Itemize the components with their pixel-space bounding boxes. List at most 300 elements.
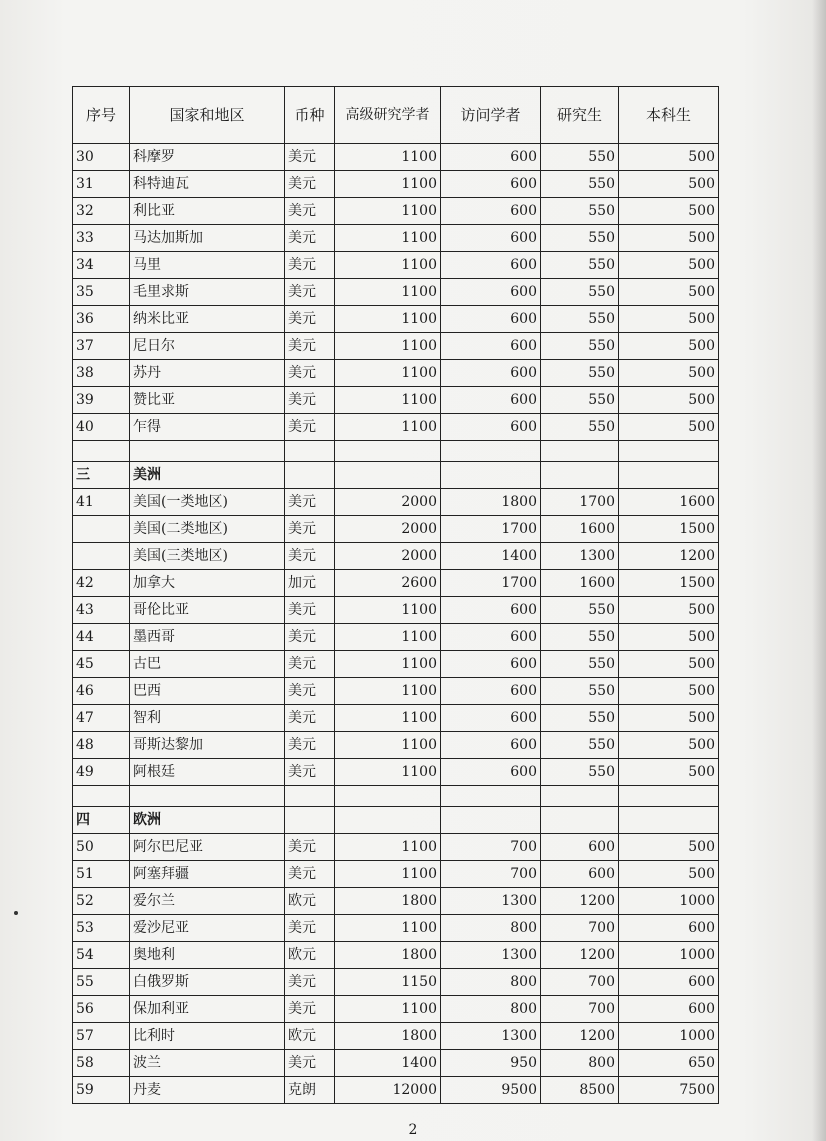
graduate-amount: 8500	[541, 1077, 619, 1104]
currency: 美元	[285, 678, 335, 705]
senior-scholar-amount: 1100	[335, 651, 441, 678]
undergraduate-amount: 500	[619, 144, 719, 171]
table-row	[73, 969, 719, 996]
undergraduate-amount: 500	[619, 225, 719, 252]
currency: 美元	[285, 543, 335, 570]
senior-scholar-amount: 1100	[335, 144, 441, 171]
country-name: 科摩罗	[130, 144, 285, 171]
undergraduate-amount: 500	[619, 171, 719, 198]
currency: 美元	[285, 732, 335, 759]
visiting-scholar-amount: 600	[441, 279, 541, 306]
visiting-scholar-amount: 800	[441, 915, 541, 942]
visiting-scholar-amount: 1800	[441, 489, 541, 516]
table-body	[73, 144, 719, 1104]
senior-scholar-amount: 1100	[335, 225, 441, 252]
senior-scholar-amount: 1100	[335, 171, 441, 198]
country-name: 马里	[130, 252, 285, 279]
graduate-amount: 550	[541, 171, 619, 198]
senior-scholar-amount: 1100	[335, 705, 441, 732]
empty-cell	[441, 441, 541, 462]
visiting-scholar-amount: 1300	[441, 888, 541, 915]
empty-cell	[619, 786, 719, 807]
undergraduate-amount: 500	[619, 360, 719, 387]
empty-cell	[130, 441, 285, 462]
country-name: 阿根廷	[130, 759, 285, 786]
empty-cell	[541, 807, 619, 834]
table-row	[73, 543, 719, 570]
currency: 美元	[285, 1050, 335, 1077]
row-index: 52	[73, 888, 130, 915]
row-index: 49	[73, 759, 130, 786]
visiting-scholar-amount: 600	[441, 333, 541, 360]
country-name: 阿尔巴尼亚	[130, 834, 285, 861]
visiting-scholar-amount: 600	[441, 678, 541, 705]
table-row	[73, 306, 719, 333]
row-index: 56	[73, 996, 130, 1023]
country-name: 美国(三类地区)	[130, 543, 285, 570]
graduate-amount: 550	[541, 333, 619, 360]
undergraduate-amount: 1600	[619, 489, 719, 516]
currency: 美元	[285, 996, 335, 1023]
currency: 美元	[285, 915, 335, 942]
row-index: 45	[73, 651, 130, 678]
row-index: 35	[73, 279, 130, 306]
visiting-scholar-amount: 1700	[441, 570, 541, 597]
senior-scholar-amount: 12000	[335, 1077, 441, 1104]
country-name: 利比亚	[130, 198, 285, 225]
senior-scholar-amount: 2600	[335, 570, 441, 597]
undergraduate-amount: 500	[619, 252, 719, 279]
undergraduate-amount: 1500	[619, 570, 719, 597]
visiting-scholar-amount: 600	[441, 387, 541, 414]
table-row	[73, 225, 719, 252]
table-row	[73, 144, 719, 171]
table-row	[73, 705, 719, 732]
currency: 美元	[285, 306, 335, 333]
currency: 美元	[285, 516, 335, 543]
empty-cell	[441, 462, 541, 489]
row-index: 42	[73, 570, 130, 597]
currency: 欧元	[285, 888, 335, 915]
senior-scholar-amount: 1100	[335, 360, 441, 387]
table-row	[73, 732, 719, 759]
header-undergraduate: 本科生	[619, 87, 719, 144]
row-index: 43	[73, 597, 130, 624]
graduate-amount: 550	[541, 144, 619, 171]
currency: 欧元	[285, 942, 335, 969]
undergraduate-amount: 500	[619, 759, 719, 786]
visiting-scholar-amount: 600	[441, 624, 541, 651]
graduate-amount: 600	[541, 834, 619, 861]
table-row	[73, 915, 719, 942]
empty-cell	[285, 807, 335, 834]
country-name: 古巴	[130, 651, 285, 678]
graduate-amount: 550	[541, 306, 619, 333]
table-row	[73, 624, 719, 651]
undergraduate-amount: 500	[619, 705, 719, 732]
undergraduate-amount: 500	[619, 651, 719, 678]
undergraduate-amount: 500	[619, 198, 719, 225]
undergraduate-amount: 500	[619, 306, 719, 333]
country-name: 美国(一类地区)	[130, 489, 285, 516]
visiting-scholar-amount: 600	[441, 414, 541, 441]
country-name: 赞比亚	[130, 387, 285, 414]
empty-cell	[335, 786, 441, 807]
currency: 欧元	[285, 1023, 335, 1050]
senior-scholar-amount: 1100	[335, 996, 441, 1023]
row-index: 47	[73, 705, 130, 732]
empty-cell	[285, 441, 335, 462]
graduate-amount: 550	[541, 198, 619, 225]
senior-scholar-amount: 1100	[335, 279, 441, 306]
table-row	[73, 678, 719, 705]
graduate-amount: 550	[541, 360, 619, 387]
senior-scholar-amount: 2000	[335, 489, 441, 516]
senior-scholar-amount: 1100	[335, 861, 441, 888]
table-row	[73, 1077, 719, 1104]
empty-cell	[73, 441, 130, 462]
table-row	[73, 333, 719, 360]
undergraduate-amount: 1000	[619, 888, 719, 915]
table-row	[73, 597, 719, 624]
country-name: 爱尔兰	[130, 888, 285, 915]
country-name: 哥伦比亚	[130, 597, 285, 624]
graduate-amount: 700	[541, 996, 619, 1023]
table-row	[73, 888, 719, 915]
currency: 美元	[285, 597, 335, 624]
row-index: 41	[73, 489, 130, 516]
currency: 美元	[285, 387, 335, 414]
row-index: 34	[73, 252, 130, 279]
undergraduate-amount: 600	[619, 915, 719, 942]
graduate-amount: 550	[541, 651, 619, 678]
currency: 美元	[285, 279, 335, 306]
currency: 美元	[285, 624, 335, 651]
table-row	[73, 252, 719, 279]
undergraduate-amount: 600	[619, 996, 719, 1023]
currency: 美元	[285, 705, 335, 732]
country-name: 丹麦	[130, 1077, 285, 1104]
graduate-amount: 550	[541, 759, 619, 786]
visiting-scholar-amount: 600	[441, 360, 541, 387]
visiting-scholar-amount: 1300	[441, 942, 541, 969]
country-name: 尼日尔	[130, 333, 285, 360]
visiting-scholar-amount: 600	[441, 225, 541, 252]
section-index: 四	[73, 807, 130, 834]
graduate-amount: 1200	[541, 1023, 619, 1050]
row-index: 54	[73, 942, 130, 969]
empty-cell	[619, 807, 719, 834]
graduate-amount: 1200	[541, 942, 619, 969]
currency: 美元	[285, 333, 335, 360]
graduate-amount: 550	[541, 732, 619, 759]
row-index: 37	[73, 333, 130, 360]
undergraduate-amount: 1000	[619, 1023, 719, 1050]
empty-cell	[541, 786, 619, 807]
visiting-scholar-amount: 1700	[441, 516, 541, 543]
currency: 美元	[285, 198, 335, 225]
currency: 美元	[285, 171, 335, 198]
table-row	[73, 489, 719, 516]
row-index: 46	[73, 678, 130, 705]
senior-scholar-amount: 2000	[335, 543, 441, 570]
table-row	[73, 570, 719, 597]
row-index: 30	[73, 144, 130, 171]
country-name: 波兰	[130, 1050, 285, 1077]
senior-scholar-amount: 1150	[335, 969, 441, 996]
graduate-amount: 550	[541, 678, 619, 705]
section-title: 欧洲	[130, 807, 285, 834]
scan-speck	[14, 911, 18, 915]
table-row	[73, 387, 719, 414]
page-edge-shadow	[812, 0, 826, 1141]
header-senior-scholar: 高级研究学者	[335, 87, 441, 144]
senior-scholar-amount: 1100	[335, 333, 441, 360]
senior-scholar-amount: 1100	[335, 678, 441, 705]
page-number: 2	[408, 1122, 418, 1138]
country-name: 智利	[130, 705, 285, 732]
senior-scholar-amount: 1100	[335, 414, 441, 441]
graduate-amount: 550	[541, 705, 619, 732]
currency: 美元	[285, 225, 335, 252]
country-name: 美国(二类地区)	[130, 516, 285, 543]
country-name: 哥斯达黎加	[130, 732, 285, 759]
country-name: 阿塞拜疆	[130, 861, 285, 888]
undergraduate-amount: 1500	[619, 516, 719, 543]
country-name: 马达加斯加	[130, 225, 285, 252]
empty-cell	[619, 441, 719, 462]
header-country: 国家和地区	[130, 87, 285, 144]
senior-scholar-amount: 1100	[335, 732, 441, 759]
country-name: 白俄罗斯	[130, 969, 285, 996]
blank-row	[73, 786, 719, 807]
graduate-amount: 550	[541, 279, 619, 306]
row-index: 36	[73, 306, 130, 333]
senior-scholar-amount: 1100	[335, 915, 441, 942]
header-visiting-scholar: 访问学者	[441, 87, 541, 144]
table-row	[73, 516, 719, 543]
row-index: 59	[73, 1077, 130, 1104]
visiting-scholar-amount: 600	[441, 597, 541, 624]
empty-cell	[541, 462, 619, 489]
visiting-scholar-amount: 700	[441, 861, 541, 888]
senior-scholar-amount: 1100	[335, 624, 441, 651]
table-row	[73, 942, 719, 969]
currency: 美元	[285, 252, 335, 279]
table-row	[73, 171, 719, 198]
header-graduate: 研究生	[541, 87, 619, 144]
empty-cell	[619, 462, 719, 489]
row-index: 58	[73, 1050, 130, 1077]
graduate-amount: 1600	[541, 570, 619, 597]
visiting-scholar-amount: 1400	[441, 543, 541, 570]
graduate-amount: 1600	[541, 516, 619, 543]
empty-cell	[335, 462, 441, 489]
senior-scholar-amount: 1100	[335, 198, 441, 225]
header-index: 序号	[73, 87, 130, 144]
section-row	[73, 807, 719, 834]
table-row	[73, 360, 719, 387]
senior-scholar-amount: 2000	[335, 516, 441, 543]
header-currency: 币种	[285, 87, 335, 144]
visiting-scholar-amount: 600	[441, 306, 541, 333]
undergraduate-amount: 500	[619, 732, 719, 759]
row-index: 40	[73, 414, 130, 441]
empty-cell	[285, 462, 335, 489]
currency: 美元	[285, 144, 335, 171]
currency: 美元	[285, 834, 335, 861]
row-index: 55	[73, 969, 130, 996]
row-index: 31	[73, 171, 130, 198]
visiting-scholar-amount: 950	[441, 1050, 541, 1077]
graduate-amount: 550	[541, 387, 619, 414]
graduate-amount: 600	[541, 861, 619, 888]
visiting-scholar-amount: 600	[441, 759, 541, 786]
country-name: 保加利亚	[130, 996, 285, 1023]
row-index: 39	[73, 387, 130, 414]
empty-cell	[285, 786, 335, 807]
empty-cell	[441, 807, 541, 834]
currency: 美元	[285, 360, 335, 387]
empty-cell	[335, 807, 441, 834]
undergraduate-amount: 500	[619, 861, 719, 888]
graduate-amount: 700	[541, 915, 619, 942]
row-index	[73, 516, 130, 543]
graduate-amount: 550	[541, 597, 619, 624]
undergraduate-amount: 500	[619, 624, 719, 651]
row-index: 33	[73, 225, 130, 252]
country-name: 科特迪瓦	[130, 171, 285, 198]
undergraduate-amount: 500	[619, 597, 719, 624]
table-row	[73, 279, 719, 306]
visiting-scholar-amount: 800	[441, 996, 541, 1023]
empty-cell	[541, 441, 619, 462]
currency: 美元	[285, 759, 335, 786]
visiting-scholar-amount: 9500	[441, 1077, 541, 1104]
undergraduate-amount: 1200	[619, 543, 719, 570]
currency: 美元	[285, 651, 335, 678]
table-row	[73, 651, 719, 678]
table-row	[73, 1023, 719, 1050]
undergraduate-amount: 600	[619, 969, 719, 996]
undergraduate-amount: 1000	[619, 942, 719, 969]
undergraduate-amount: 500	[619, 279, 719, 306]
country-name: 爱沙尼亚	[130, 915, 285, 942]
table-row	[73, 834, 719, 861]
currency: 克朗	[285, 1077, 335, 1104]
blank-row	[73, 441, 719, 462]
graduate-amount: 1200	[541, 888, 619, 915]
undergraduate-amount: 500	[619, 834, 719, 861]
graduate-amount: 700	[541, 969, 619, 996]
visiting-scholar-amount: 1300	[441, 1023, 541, 1050]
table-row	[73, 759, 719, 786]
row-index: 38	[73, 360, 130, 387]
senior-scholar-amount: 1100	[335, 759, 441, 786]
section-index: 三	[73, 462, 130, 489]
graduate-amount: 550	[541, 414, 619, 441]
visiting-scholar-amount: 700	[441, 834, 541, 861]
undergraduate-amount: 500	[619, 414, 719, 441]
country-name: 比利时	[130, 1023, 285, 1050]
senior-scholar-amount: 1100	[335, 252, 441, 279]
empty-cell	[73, 786, 130, 807]
visiting-scholar-amount: 600	[441, 252, 541, 279]
senior-scholar-amount: 1400	[335, 1050, 441, 1077]
country-name: 乍得	[130, 414, 285, 441]
currency: 美元	[285, 969, 335, 996]
senior-scholar-amount: 1800	[335, 1023, 441, 1050]
undergraduate-amount: 500	[619, 333, 719, 360]
senior-scholar-amount: 1800	[335, 888, 441, 915]
senior-scholar-amount: 1100	[335, 306, 441, 333]
country-name: 苏丹	[130, 360, 285, 387]
empty-cell	[441, 786, 541, 807]
table-row	[73, 198, 719, 225]
row-index: 32	[73, 198, 130, 225]
currency: 美元	[285, 414, 335, 441]
senior-scholar-amount: 1800	[335, 942, 441, 969]
empty-cell	[335, 441, 441, 462]
row-index: 44	[73, 624, 130, 651]
country-name: 纳米比亚	[130, 306, 285, 333]
graduate-amount: 1700	[541, 489, 619, 516]
visiting-scholar-amount: 800	[441, 969, 541, 996]
visiting-scholar-amount: 600	[441, 144, 541, 171]
graduate-amount: 550	[541, 252, 619, 279]
row-index: 48	[73, 732, 130, 759]
table-row	[73, 414, 719, 441]
row-index: 50	[73, 834, 130, 861]
section-row	[73, 462, 719, 489]
graduate-amount: 550	[541, 225, 619, 252]
senior-scholar-amount: 1100	[335, 387, 441, 414]
country-name: 毛里求斯	[130, 279, 285, 306]
visiting-scholar-amount: 600	[441, 651, 541, 678]
graduate-amount: 800	[541, 1050, 619, 1077]
senior-scholar-amount: 1100	[335, 834, 441, 861]
table-header-row	[73, 87, 719, 144]
row-index: 51	[73, 861, 130, 888]
currency: 美元	[285, 861, 335, 888]
country-name: 巴西	[130, 678, 285, 705]
undergraduate-amount: 7500	[619, 1077, 719, 1104]
empty-cell	[130, 786, 285, 807]
table-row	[73, 1050, 719, 1077]
section-title: 美洲	[130, 462, 285, 489]
visiting-scholar-amount: 600	[441, 732, 541, 759]
row-index	[73, 543, 130, 570]
graduate-amount: 550	[541, 624, 619, 651]
country-name: 墨西哥	[130, 624, 285, 651]
currency: 美元	[285, 489, 335, 516]
undergraduate-amount: 500	[619, 678, 719, 705]
undergraduate-amount: 650	[619, 1050, 719, 1077]
graduate-amount: 1300	[541, 543, 619, 570]
stipend-table	[72, 86, 719, 1104]
table-row	[73, 861, 719, 888]
row-index: 53	[73, 915, 130, 942]
visiting-scholar-amount: 600	[441, 198, 541, 225]
country-name: 奥地利	[130, 942, 285, 969]
senior-scholar-amount: 1100	[335, 597, 441, 624]
row-index: 57	[73, 1023, 130, 1050]
country-name: 加拿大	[130, 570, 285, 597]
undergraduate-amount: 500	[619, 387, 719, 414]
table-row	[73, 996, 719, 1023]
visiting-scholar-amount: 600	[441, 705, 541, 732]
currency: 加元	[285, 570, 335, 597]
